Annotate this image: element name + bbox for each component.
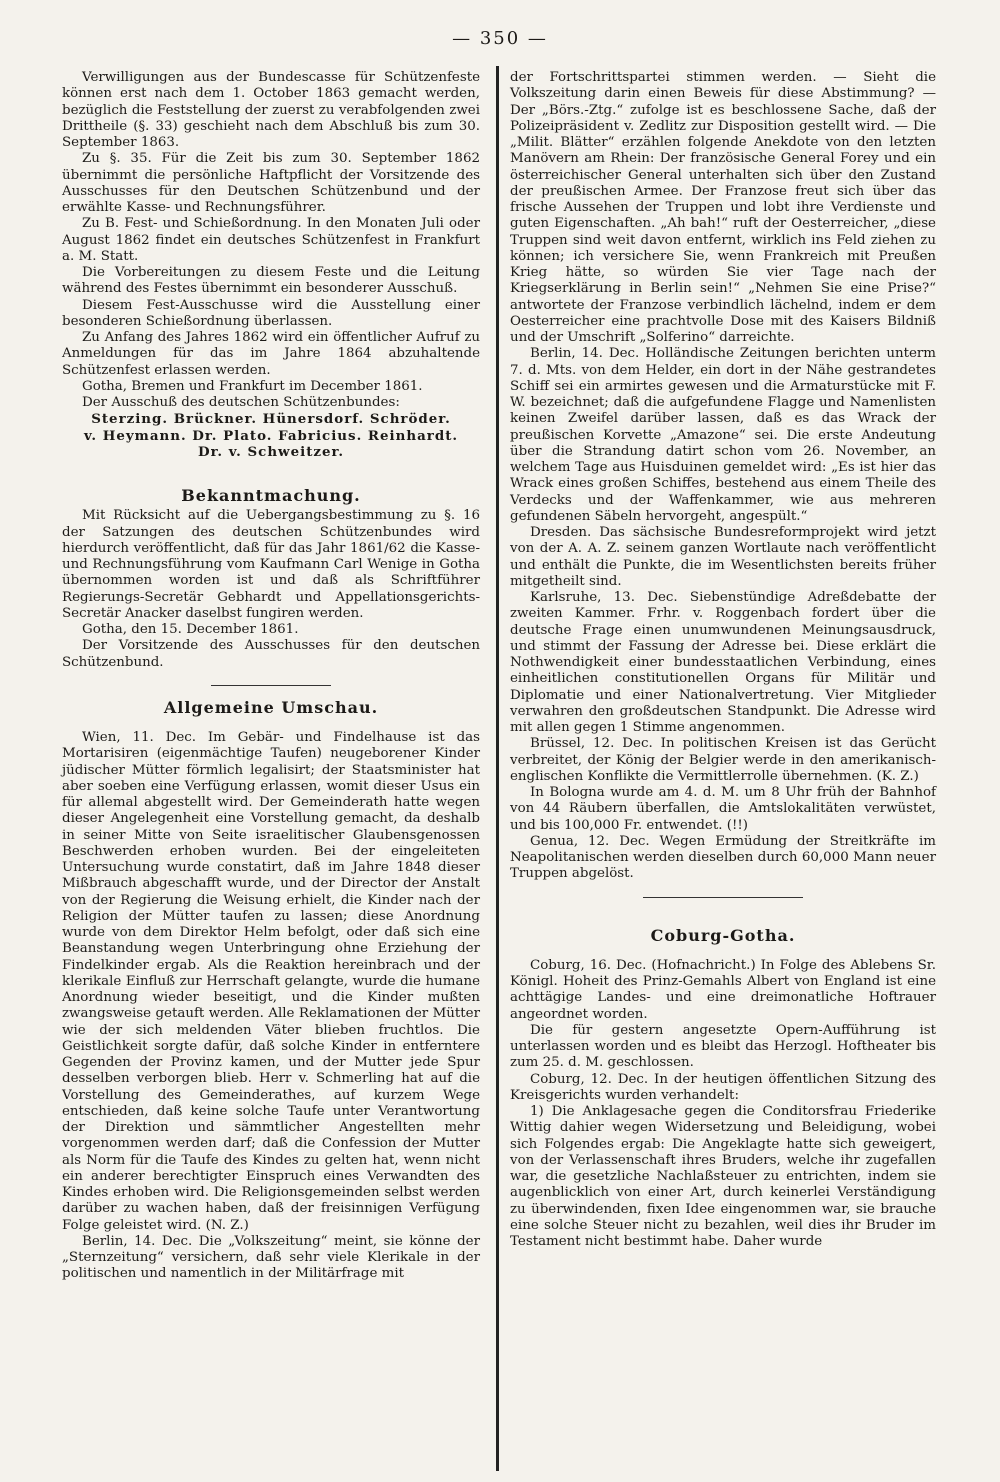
article: Berlin, 14. Dec. Die „Volkszeitung“ meint, sie könne der „Sternzeitung“ versichern, daß sehr viele Klerikale in der politischen und namentlich in der Militärfrage mit xyxy=(62,1233,480,1282)
article: Genua, 12. Dec. Wegen Ermüdung der Streitkräfte im Neapolitanischen werden dieselben durch 60,000 Mann neuer Truppen abgelöst. xyxy=(510,833,936,882)
article: Die für gestern angesetzte Opern-Aufführung ist unterlassen worden und es bleibt das Herzogl. Hoftheater bis zum 25. d. M. geschlossen. xyxy=(510,1022,936,1071)
article: Karlsruhe, 13. Dec. Siebenstündige Adreßdebatte der zweiten Kammer. Frhr. v. Roggenbach fordert über die deutsche Frage einen unumwundenen Meinungsausdruck, und stimmt der Fassung der Adresse bei. Diese erklärt die Nothwendigkeit einer bundesstaatlichen Verbindung, eines einheitlichen constitutionellen Organs für Militär und Diplomatie und einer Nationalvertretung. Vier Mitglieder verwahren den großdeutschen Standpunkt. Die Adresse wird mit allen gegen 1 Stimme angenommen. xyxy=(510,590,936,735)
separator xyxy=(643,897,803,898)
signature-line: Der Vorsitzende des Ausschusses für den deutschen Schützenbund. xyxy=(62,638,480,670)
dateline: Gotha, Bremen und Frankfurt im December 1861. xyxy=(82,378,423,394)
article: Wien, 11. Dec. Im Gebär- und Findelhause ist das Mortarisiren (eigenmächtige Taufen) neugeborener Kinder jüdischer Mütter förmlich legalisirt; der Staatsminister hat aber soeben eine Verfügung erlassen, womit dieser Usus ein für allemal abgestellt wird. Der Gemeinderath hatte wegen dieser Angelegenheit eine Vorstellung gemacht, da deshalb in seiner Mitte von Seite israelitischer Glaubensgenossen Beschwerden erhoben wurden. Bei der eingeleiteten Untersuchung wurde constatirt, daß im Jahre 1848 dieser Mißbrauch abgeschafft wurde, und der Director der Anstalt von der Regierung die Weisung erhielt, die Kinder nach der Religion der Mütter taufen zu lassen; diese Anordnung wurde von dem Direktor Helm befolgt, oder daß sich eine Beanstandung wegen Unterbringung ohne Erziehung der Findelkinder ergab. Als die Reaktion hereinbrach und der klerikale Einfluß zur Herrschaft gelangte, wurde die humane Anordnung wieder beseitigt, und die Kinder mußten zwangsweise getauft werden. Alle Reklamationen der Mütter wie der sich meldenden Väter blieben fruchtlos. Die Geistlichkeit sorgte dafür, daß solche Kinder in entferntere Gegenden der Provinz kamen, und der Mutter jede Spur desselben verborgen blieb. Herr v. Schmerling hat auf die Vorstellung des Gemeinderathes, auf kurzem Wege entschieden, daß keine solche Taufe unter Verantwortung der Direktion und sämmtlicher Angestellten mehr vorgenommen werden darf; daß die Confession der Mutter als Norm für die Taufe des Kindes zu gelten hat, wenn nicht ein anderer berechtigter Einspruch eines Verwandten des Kindes erhoben wird. Die Religionsgemeinden selbst werden darüber zu wachen haben, daß der freisinnigen Verfügung Folge geleistet wird. (N. Z.) xyxy=(62,730,480,1233)
committee-line: Der Ausschuß des deutschen Schützenbundes: xyxy=(82,395,400,410)
left-column xyxy=(62,70,480,1283)
section-heading: Bekanntmachung. xyxy=(181,486,361,505)
section-heading: Allgemeine Umschau. xyxy=(163,697,379,717)
signature-line: v. Heymann. Dr. Plato. Fabricius. Reinhardt. xyxy=(83,427,459,444)
paragraph: Zu §. 35. Für die Zeit bis zum 30. September 1862 übernimmt die persönliche Haftpflicht der Vorsitzende des Ausschusses für den Deutschen Schützenbund und der erwählte Kasse- und Rechnungsführer. xyxy=(62,151,480,215)
paragraph: Die Vorbereitungen zu diesem Feste und die Leitung während des Festes übernimmt ein besonderer Ausschuß. xyxy=(62,265,480,297)
article: 1) Die Anklagesache gegen die Conditorsfrau Friederike Wittig dahier wegen Widersetzung und Beleidigung, wobei sich Folgendes ergab: Die Angeklagte hatte sich geweigert, von der Verlassenschaft ihres Bruders, welche ihr zugefallen war, die gesetzliche Nachlaßsteuer zu entrichten, indem sie augenblicklich von einer Art, durch keinerlei Verständigung zu überwindenden, fixen Idee eingenommen war, sie brauche eine solche Steuer nicht zu bezahlen, weil dies ihr Bruder im Testament nicht bestimmt habe. Daher wurde xyxy=(510,1104,936,1249)
paragraph: Mit Rücksicht auf die Uebergangsbestimmung zu §. 16 der Satzungen des deutschen Schützenbundes wird hierdurch veröffentlicht, daß für das Jahr 1861/62 die Kasse- und Rechnungsführung vom Kaufmann Carl Wenige in Gotha übernommen worden ist und daß als Schriftführer Regierungs-Secretär Gebhardt und Appellationsgerichts-Secretär Anacker daselbst fungiren werden. xyxy=(62,508,480,621)
paragraph: Diesem Fest-Ausschusse wird die Ausstellung einer besonderen Schießordnung überlassen. xyxy=(62,297,480,329)
article: der Fortschrittspartei stimmen werden. — Sieht die Volkszeitung darin einen Beweis für diese Abstimmung? — Der „Börs.-Ztg.“ zufolge ist es beschlossene Sache, daß der Polizeipräsident v. Zedlitz zur Disposition gestellt wird. — Die „Milit. Blätter“ erzählen folgende Anekdote von den letzten Manövern am Rhein: Der französische General Forey und ein österreichischer General unterhalten sich über den Zustand der preußischen Armee. Der Franzose freut sich über das frische Aussehen der Truppen und lobt ihre Verdienste und guten Eigenschaften. „Ah bah!“ ruft der Oesterreicher, „diese Truppen sind weit davon entfernt, wirklich ins Feld ziehen zu können; ich versichere Sie, wenn Frankreich mit Preußen Krieg hätte, so würden Sie vier Tage nach der Kriegserklärung in Berlin sein!“ „Nehmen Sie eine Prise?“ antwortete der Franzose verbindlich lächelnd, indem er dem Oesterreicher eine prachtvolle Dose mit des Kaisers Bildniß und der Umschrift „Solferino“ darreichte. xyxy=(510,70,936,345)
paragraph: Verwilligungen aus der Bundescasse für Schützenfeste können erst nach dem 1. October 1863 gemacht werden, bezüglich die Feststellung der zuerst zu verabfolgenden zwei Drittheile (§. 33) geschieht nach dem Abschluß bis zum 30. September 1863. xyxy=(62,70,480,150)
article: In Bologna wurde am 4. d. M. um 8 Uhr früh der Bahnhof von 44 Räubern überfallen, die Amtslokalitäten verwüstet, und bis 100,000 Fr. entwendet. (!!) xyxy=(510,785,936,833)
paragraph: Zu B. Fest- und Schießordnung. In den Monaten Juli oder August 1862 findet ein deutsches Schützenfest in Frankfurt a. M. Statt. xyxy=(62,216,480,264)
column-divider xyxy=(496,66,499,1471)
article: Berlin, 14. Dec. Holländische Zeitungen berichten unterm 7. d. Mts. von dem Helder, ein dort in der Nähe gestrandetes Schiff sei ein armirtes gewesen und die Armaturstücke mit F. W. bezeichnet; daß die aufgefundene Flagge und Namenlisten keinen Zweifel darüber lassen, daß es das Wrack der preußischen Korvette „Amazone“ sei. Die erste Andeutung über die Strandung datirt schon vom 26. November, an welchem Tage aus Huisduinen gemeldet wird: „Es ist hier das Wrack eines großen Schiffes, bestehend aus einem Theile des Verdecks und der Waffenkammer, wie aus mehreren gefundenen Säbeln hervorgeht, angespült.“ xyxy=(510,346,936,524)
page-number: — 350 — xyxy=(452,28,548,49)
dateline: Gotha, den 15. December 1861. xyxy=(82,622,299,637)
article: Coburg, 12. Dec. In der heutigen öffentlichen Sitzung des Kreisgerichts wurden verhandelt: xyxy=(510,1071,936,1103)
article: Brüssel, 12. Dec. In politischen Kreisen ist das Gerücht verbreitet, der König der Belgier werde in den amerikanisch-englischen Konflikte die Vermittlerrolle übernehmen. (K. Z.) xyxy=(510,736,936,784)
article: Dresden. Das sächsische Bundesreformprojekt wird jetzt von der A. A. Z. seinem ganzen Wortlaute nach veröffentlicht und enthält die Punkte, die im Wesentlichsten bereits früher mitgetheilt sind. xyxy=(510,525,936,589)
article: Coburg, 16. Dec. (Hofnachricht.) In Folge des Ablebens Sr. Königl. Hoheit des Prinz-Gemahls Albert von England ist eine achttägige Landes- und eine dreimonatliche Hoftrauer angeordnet worden. xyxy=(510,957,936,1022)
section-heading: Coburg-Gotha. xyxy=(650,925,796,945)
signature-line: Sterzing. Brückner. Hünersdorf. Schröder. xyxy=(91,411,451,428)
paragraph: Zu Anfang des Jahres 1862 wird ein öffentlicher Aufruf zu Anmeldungen für das im Jahre 1864 abzuhaltende Schützenfest erlassen werden. xyxy=(62,330,480,378)
signature-line: Dr. v. Schweitzer. xyxy=(197,443,344,460)
right-column xyxy=(510,70,936,1250)
separator xyxy=(211,685,331,686)
